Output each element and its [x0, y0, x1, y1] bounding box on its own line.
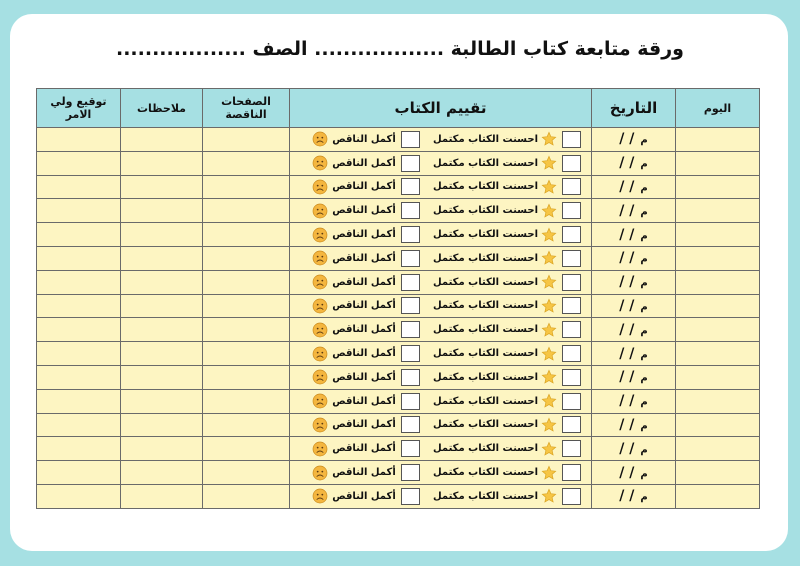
- incomplete-checkbox[interactable]: [401, 416, 420, 433]
- excellent-checkbox[interactable]: [562, 369, 581, 386]
- option-incomplete: [312, 345, 420, 362]
- incomplete-checkbox[interactable]: [401, 297, 420, 314]
- parent-signature-cell[interactable]: [37, 389, 121, 413]
- date-cell[interactable]: [592, 484, 676, 508]
- option-excellent: [429, 416, 581, 433]
- parent-signature-cell[interactable]: [37, 294, 121, 318]
- incomplete-label: أكمل الناقص: [332, 157, 396, 169]
- notes-cell[interactable]: [121, 294, 203, 318]
- day-cell[interactable]: [676, 437, 760, 461]
- missing-pages-cell[interactable]: [203, 175, 290, 199]
- evaluation-cell: [290, 484, 592, 508]
- evaluation-cell: [290, 461, 592, 485]
- excellent-label: احسنت الكتاب مكتمل: [432, 467, 538, 479]
- table-row: [37, 294, 760, 318]
- option-incomplete: [312, 488, 420, 505]
- date-suffix: م: [640, 230, 648, 242]
- header-day: اليوم: [676, 89, 760, 128]
- incomplete-checkbox[interactable]: [401, 440, 420, 457]
- day-cell[interactable]: [676, 128, 760, 152]
- date-cell[interactable]: [592, 128, 676, 152]
- date-suffix: م: [640, 135, 648, 147]
- notes-cell[interactable]: [121, 128, 203, 152]
- incomplete-label: أكمل الناقص: [332, 467, 396, 479]
- parent-signature-cell[interactable]: [37, 128, 121, 152]
- date-suffix: م: [640, 444, 648, 456]
- option-excellent: [429, 369, 581, 386]
- sad-face-icon: [312, 227, 328, 243]
- option-excellent: [429, 321, 581, 338]
- incomplete-checkbox[interactable]: [401, 226, 420, 243]
- table-row: [37, 223, 760, 247]
- evaluation-cell: [290, 151, 592, 175]
- date-slashes: / /: [619, 464, 635, 481]
- header-date: التاريخ: [592, 89, 676, 128]
- excellent-checkbox[interactable]: [562, 250, 581, 267]
- option-excellent: [429, 274, 581, 291]
- excellent-label: احسنت الكتاب مكتمل: [432, 371, 538, 383]
- date-cell[interactable]: [592, 389, 676, 413]
- table-row: [37, 270, 760, 294]
- incomplete-checkbox[interactable]: [401, 321, 420, 338]
- date-suffix: م: [640, 397, 648, 409]
- incomplete-label: أكمل الناقص: [332, 443, 396, 455]
- parent-signature-cell[interactable]: [37, 437, 121, 461]
- date-slashes: / /: [619, 488, 635, 505]
- evaluation-cell: [290, 342, 592, 366]
- star-icon: [541, 274, 557, 290]
- star-icon: [541, 298, 557, 314]
- date-slashes: / /: [619, 321, 635, 338]
- option-incomplete: [312, 440, 420, 457]
- date-suffix: م: [640, 254, 648, 266]
- incomplete-checkbox[interactable]: [401, 155, 420, 172]
- parent-signature-cell[interactable]: [37, 175, 121, 199]
- incomplete-checkbox[interactable]: [401, 464, 420, 481]
- incomplete-checkbox[interactable]: [401, 250, 420, 267]
- day-cell[interactable]: [676, 246, 760, 270]
- sad-face-icon: [312, 322, 328, 338]
- sad-face-icon: [312, 417, 328, 433]
- parent-signature-cell[interactable]: [37, 223, 121, 247]
- table-row: [37, 175, 760, 199]
- date-slashes: / /: [619, 440, 635, 457]
- tracking-table: [36, 88, 760, 509]
- missing-pages-cell[interactable]: [203, 365, 290, 389]
- table-row: [37, 342, 760, 366]
- star-icon: [541, 369, 557, 385]
- table-row: [37, 413, 760, 437]
- day-cell[interactable]: [676, 461, 760, 485]
- evaluation-cell: [290, 270, 592, 294]
- option-excellent: [429, 131, 581, 148]
- sad-face-icon: [312, 369, 328, 385]
- notes-cell[interactable]: [121, 413, 203, 437]
- date-slashes: / /: [619, 250, 635, 267]
- date-cell[interactable]: [592, 199, 676, 223]
- day-cell[interactable]: [676, 342, 760, 366]
- date-cell[interactable]: [592, 151, 676, 175]
- star-icon: [541, 393, 557, 409]
- incomplete-checkbox[interactable]: [401, 369, 420, 386]
- missing-pages-cell[interactable]: [203, 389, 290, 413]
- excellent-checkbox[interactable]: [562, 488, 581, 505]
- incomplete-label: أكمل الناقص: [332, 324, 396, 336]
- option-incomplete: [312, 155, 420, 172]
- missing-pages-cell[interactable]: [203, 294, 290, 318]
- table-row: [37, 318, 760, 342]
- day-cell[interactable]: [676, 270, 760, 294]
- table-row: [37, 199, 760, 223]
- notes-cell[interactable]: [121, 199, 203, 223]
- notes-cell[interactable]: [121, 223, 203, 247]
- option-incomplete: [312, 250, 420, 267]
- incomplete-checkbox[interactable]: [401, 202, 420, 219]
- incomplete-checkbox[interactable]: [401, 393, 420, 410]
- star-icon: [541, 465, 557, 481]
- parent-signature-cell[interactable]: [37, 199, 121, 223]
- incomplete-label: أكمل الناقص: [332, 205, 396, 217]
- date-slashes: / /: [619, 416, 635, 433]
- day-cell[interactable]: [676, 318, 760, 342]
- date-suffix: م: [640, 373, 648, 385]
- excellent-checkbox[interactable]: [562, 274, 581, 291]
- evaluation-cell: [290, 246, 592, 270]
- option-incomplete: [312, 131, 420, 148]
- missing-pages-cell[interactable]: [203, 437, 290, 461]
- missing-pages-cell[interactable]: [203, 342, 290, 366]
- date-cell[interactable]: [592, 365, 676, 389]
- date-cell[interactable]: [592, 270, 676, 294]
- header-evaluation: تقييم الكتاب: [290, 89, 592, 128]
- missing-pages-cell[interactable]: [203, 461, 290, 485]
- excellent-checkbox[interactable]: [562, 178, 581, 195]
- parent-signature-cell[interactable]: [37, 365, 121, 389]
- date-cell[interactable]: [592, 437, 676, 461]
- option-excellent: [429, 155, 581, 172]
- evaluation-cell: [290, 413, 592, 437]
- date-suffix: م: [640, 349, 648, 361]
- parent-signature-cell[interactable]: [37, 318, 121, 342]
- table-row: [37, 484, 760, 508]
- date-suffix: م: [640, 420, 648, 432]
- date-slashes: / /: [619, 369, 635, 386]
- option-incomplete: [312, 297, 420, 314]
- incomplete-label: أكمل الناقص: [332, 181, 396, 193]
- incomplete-label: أكمل الناقص: [332, 133, 396, 145]
- option-excellent: [429, 464, 581, 481]
- evaluation-cell: [290, 389, 592, 413]
- excellent-checkbox[interactable]: [562, 131, 581, 148]
- excellent-checkbox[interactable]: [562, 393, 581, 410]
- notes-cell[interactable]: [121, 389, 203, 413]
- missing-pages-cell[interactable]: [203, 413, 290, 437]
- date-slashes: / /: [619, 345, 635, 362]
- missing-pages-cell[interactable]: [203, 246, 290, 270]
- option-incomplete: [312, 226, 420, 243]
- date-suffix: م: [640, 278, 648, 290]
- sad-face-icon: [312, 441, 328, 457]
- notes-cell[interactable]: [121, 461, 203, 485]
- evaluation-cell: [290, 294, 592, 318]
- date-slashes: / /: [619, 274, 635, 291]
- excellent-label: احسنت الكتاب مكتمل: [432, 276, 538, 288]
- sad-face-icon: [312, 274, 328, 290]
- notes-cell[interactable]: [121, 318, 203, 342]
- evaluation-cell: [290, 318, 592, 342]
- day-cell[interactable]: [676, 199, 760, 223]
- option-incomplete: [312, 321, 420, 338]
- date-cell[interactable]: [592, 318, 676, 342]
- excellent-checkbox[interactable]: [562, 440, 581, 457]
- option-incomplete: [312, 369, 420, 386]
- excellent-checkbox[interactable]: [562, 226, 581, 243]
- day-cell[interactable]: [676, 175, 760, 199]
- table-row: [37, 246, 760, 270]
- incomplete-label: أكمل الناقص: [332, 490, 396, 502]
- missing-pages-cell[interactable]: [203, 128, 290, 152]
- notes-cell[interactable]: [121, 270, 203, 294]
- star-icon: [541, 131, 557, 147]
- sad-face-icon: [312, 131, 328, 147]
- date-cell[interactable]: [592, 246, 676, 270]
- option-excellent: [429, 250, 581, 267]
- star-icon: [541, 227, 557, 243]
- day-cell[interactable]: [676, 223, 760, 247]
- notes-cell[interactable]: [121, 484, 203, 508]
- missing-pages-cell[interactable]: [203, 484, 290, 508]
- date-cell[interactable]: [592, 223, 676, 247]
- incomplete-label: أكمل الناقص: [332, 395, 396, 407]
- notes-cell[interactable]: [121, 342, 203, 366]
- excellent-label: احسنت الكتاب مكتمل: [432, 348, 538, 360]
- date-cell[interactable]: [592, 175, 676, 199]
- excellent-checkbox[interactable]: [562, 464, 581, 481]
- excellent-checkbox[interactable]: [562, 297, 581, 314]
- option-incomplete: [312, 393, 420, 410]
- parent-signature-cell[interactable]: [37, 342, 121, 366]
- date-cell[interactable]: [592, 294, 676, 318]
- sad-face-icon: [312, 298, 328, 314]
- excellent-label: احسنت الكتاب مكتمل: [432, 419, 538, 431]
- excellent-label: احسنت الكتاب مكتمل: [432, 229, 538, 241]
- sad-face-icon: [312, 155, 328, 171]
- sad-face-icon: [312, 488, 328, 504]
- excellent-label: احسنت الكتاب مكتمل: [432, 490, 538, 502]
- table-row: [37, 389, 760, 413]
- excellent-checkbox[interactable]: [562, 155, 581, 172]
- excellent-label: احسنت الكتاب مكتمل: [432, 157, 538, 169]
- date-slashes: / /: [619, 393, 635, 410]
- missing-pages-cell[interactable]: [203, 223, 290, 247]
- sad-face-icon: [312, 346, 328, 362]
- header-missing-pages: الصفحات الناقصة: [203, 89, 290, 128]
- notes-cell[interactable]: [121, 175, 203, 199]
- notes-cell[interactable]: [121, 437, 203, 461]
- star-icon: [541, 250, 557, 266]
- incomplete-label: أكمل الناقص: [332, 276, 396, 288]
- star-icon: [541, 417, 557, 433]
- evaluation-cell: [290, 365, 592, 389]
- option-excellent: [429, 345, 581, 362]
- excellent-label: احسنت الكتاب مكتمل: [432, 443, 538, 455]
- star-icon: [541, 441, 557, 457]
- page-title: ورقة متابعة كتاب الطالبة .................. الصف ..................: [115, 38, 684, 60]
- incomplete-label: أكمل الناقص: [332, 252, 396, 264]
- date-suffix: م: [640, 159, 648, 171]
- option-excellent: [429, 488, 581, 505]
- sad-face-icon: [312, 465, 328, 481]
- evaluation-cell: [290, 175, 592, 199]
- evaluation-cell: [290, 437, 592, 461]
- option-excellent: [429, 297, 581, 314]
- excellent-label: احسنت الكتاب مكتمل: [432, 300, 538, 312]
- option-incomplete: [312, 274, 420, 291]
- date-cell[interactable]: [592, 413, 676, 437]
- day-cell[interactable]: [676, 294, 760, 318]
- incomplete-checkbox[interactable]: [401, 488, 420, 505]
- day-cell[interactable]: [676, 389, 760, 413]
- option-excellent: [429, 178, 581, 195]
- missing-pages-cell[interactable]: [203, 199, 290, 223]
- header-parent-signature: توقيع ولي الامر: [37, 89, 121, 128]
- incomplete-label: أكمل الناقص: [332, 348, 396, 360]
- star-icon: [541, 155, 557, 171]
- date-suffix: م: [640, 492, 648, 504]
- header-row: [37, 89, 760, 128]
- star-icon: [541, 346, 557, 362]
- day-cell[interactable]: [676, 365, 760, 389]
- incomplete-label: أكمل الناقص: [332, 300, 396, 312]
- star-icon: [541, 322, 557, 338]
- date-suffix: م: [640, 301, 648, 313]
- excellent-checkbox[interactable]: [562, 416, 581, 433]
- sad-face-icon: [312, 393, 328, 409]
- date-suffix: م: [640, 468, 648, 480]
- incomplete-label: أكمل الناقص: [332, 371, 396, 383]
- incomplete-checkbox[interactable]: [401, 274, 420, 291]
- table-row: [37, 461, 760, 485]
- day-cell[interactable]: [676, 413, 760, 437]
- date-suffix: م: [640, 325, 648, 337]
- excellent-checkbox[interactable]: [562, 345, 581, 362]
- table-row: [37, 437, 760, 461]
- parent-signature-cell[interactable]: [37, 246, 121, 270]
- incomplete-checkbox[interactable]: [401, 131, 420, 148]
- sad-face-icon: [312, 250, 328, 266]
- date-slashes: / /: [619, 297, 635, 314]
- notes-cell[interactable]: [121, 246, 203, 270]
- missing-pages-cell[interactable]: [203, 151, 290, 175]
- parent-signature-cell[interactable]: [37, 413, 121, 437]
- date-cell[interactable]: [592, 342, 676, 366]
- incomplete-label: أكمل الناقص: [332, 419, 396, 431]
- option-incomplete: [312, 202, 420, 219]
- excellent-label: احسنت الكتاب مكتمل: [432, 324, 538, 336]
- date-slashes: / /: [619, 226, 635, 243]
- date-suffix: م: [640, 182, 648, 194]
- star-icon: [541, 179, 557, 195]
- date-slashes: / /: [619, 202, 635, 219]
- excellent-label: احسنت الكتاب مكتمل: [432, 395, 538, 407]
- sad-face-icon: [312, 179, 328, 195]
- missing-pages-cell[interactable]: [203, 318, 290, 342]
- incomplete-checkbox[interactable]: [401, 178, 420, 195]
- table-row: [37, 151, 760, 175]
- excellent-checkbox[interactable]: [562, 202, 581, 219]
- date-slashes: / /: [619, 178, 635, 195]
- incomplete-label: أكمل الناقص: [332, 229, 396, 241]
- excellent-label: احسنت الكتاب مكتمل: [432, 181, 538, 193]
- option-incomplete: [312, 416, 420, 433]
- date-slashes: / /: [619, 131, 635, 148]
- header-notes: ملاحظات: [121, 89, 203, 128]
- option-incomplete: [312, 464, 420, 481]
- evaluation-cell: [290, 128, 592, 152]
- table-row: [37, 128, 760, 152]
- excellent-checkbox[interactable]: [562, 321, 581, 338]
- star-icon: [541, 488, 557, 504]
- date-cell[interactable]: [592, 461, 676, 485]
- option-excellent: [429, 440, 581, 457]
- parent-signature-cell[interactable]: [37, 270, 121, 294]
- option-excellent: [429, 226, 581, 243]
- date-slashes: / /: [619, 155, 635, 172]
- notes-cell[interactable]: [121, 365, 203, 389]
- star-icon: [541, 203, 557, 219]
- date-suffix: م: [640, 206, 648, 218]
- notes-cell[interactable]: [121, 151, 203, 175]
- option-incomplete: [312, 178, 420, 195]
- missing-pages-cell[interactable]: [203, 270, 290, 294]
- option-excellent: [429, 202, 581, 219]
- day-cell[interactable]: [676, 484, 760, 508]
- sad-face-icon: [312, 203, 328, 219]
- excellent-label: احسنت الكتاب مكتمل: [432, 205, 538, 217]
- incomplete-checkbox[interactable]: [401, 345, 420, 362]
- evaluation-cell: [290, 223, 592, 247]
- excellent-label: احسنت الكتاب مكتمل: [432, 133, 538, 145]
- day-cell[interactable]: [676, 151, 760, 175]
- parent-signature-cell[interactable]: [37, 461, 121, 485]
- table-row: [37, 365, 760, 389]
- excellent-label: احسنت الكتاب مكتمل: [432, 252, 538, 264]
- option-excellent: [429, 393, 581, 410]
- parent-signature-cell[interactable]: [37, 484, 121, 508]
- parent-signature-cell[interactable]: [37, 151, 121, 175]
- evaluation-cell: [290, 199, 592, 223]
